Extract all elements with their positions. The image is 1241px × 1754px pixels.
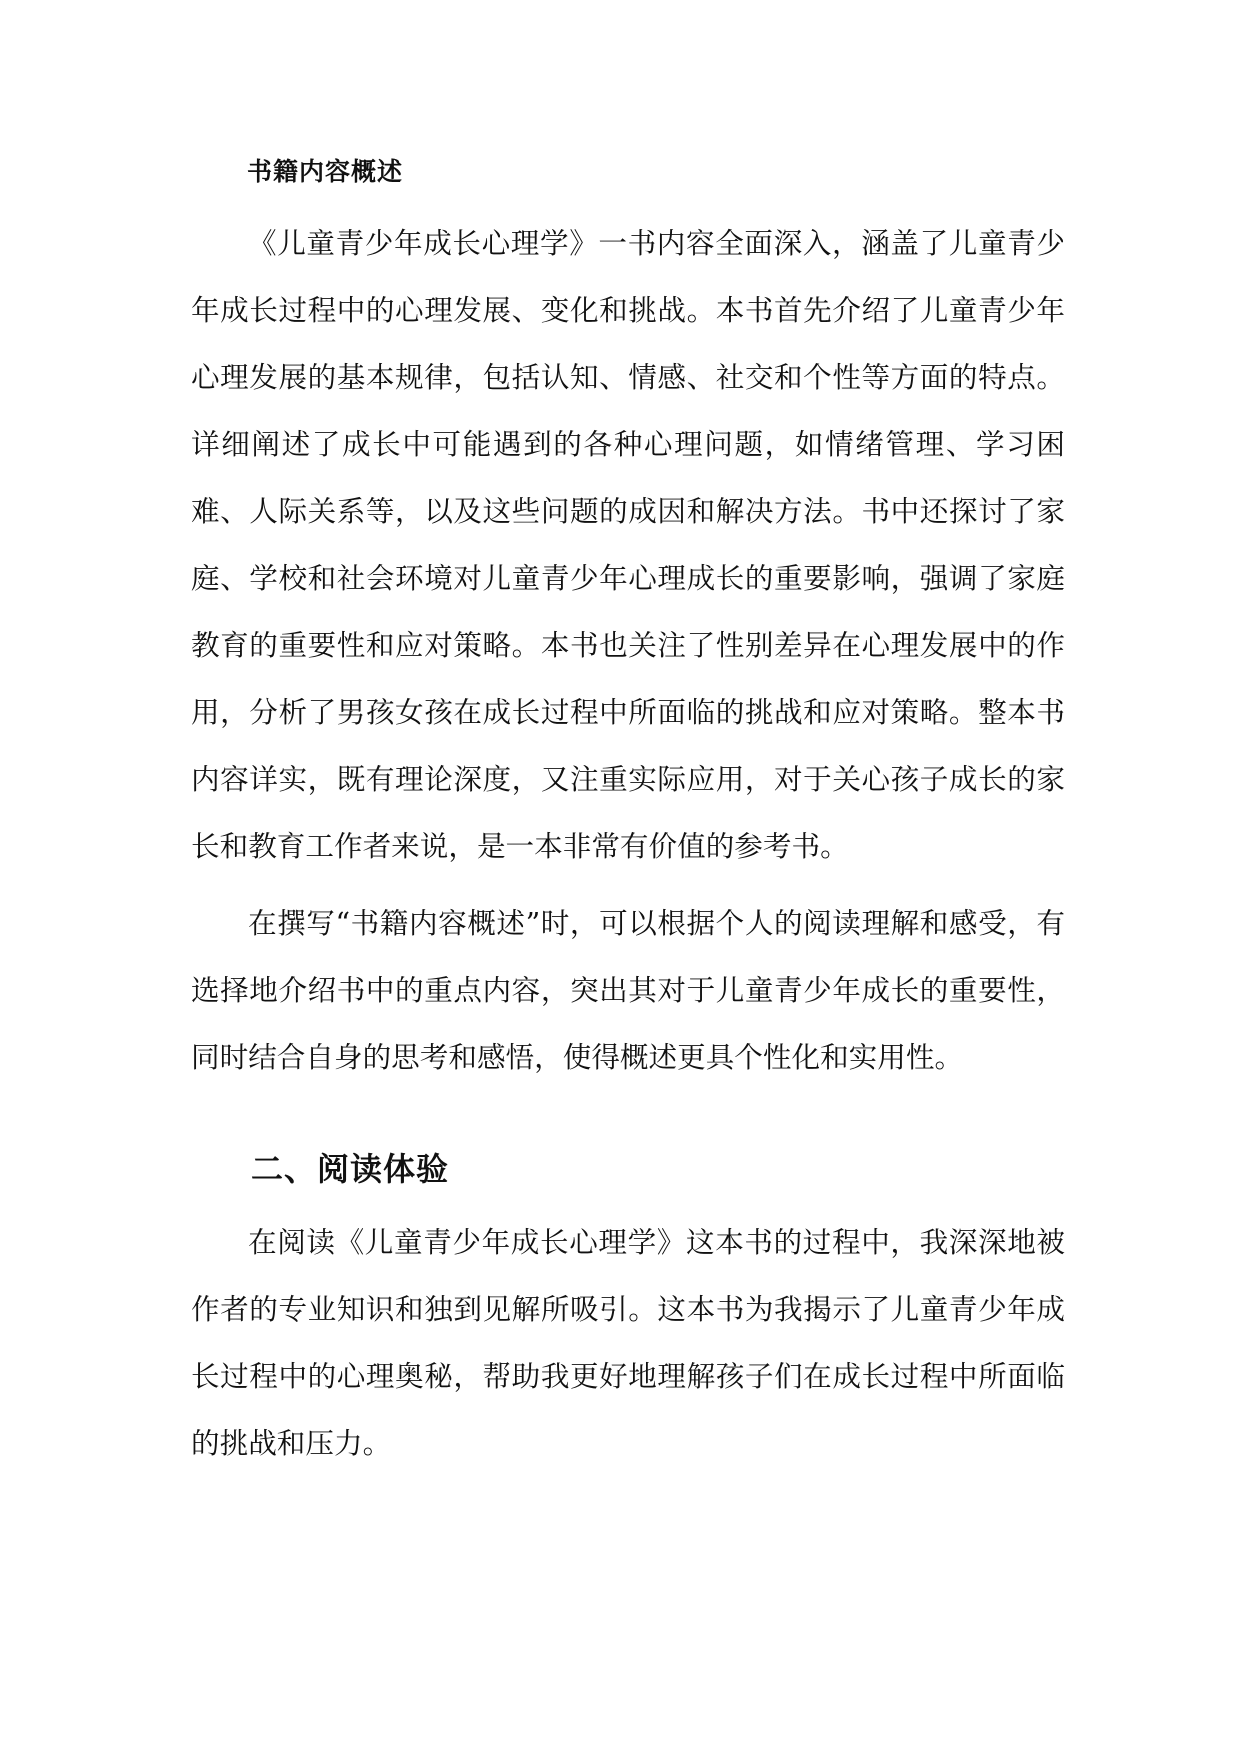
- body-paragraph: 在阅读《儿童青少年成长心理学》这本书的过程中，我深深地被作者的专业知识和独到见解所吸引。这本书为我揭示了儿童青少年成长过程中的心理奥秘，帮助我更好地理解孩子们在成长过程中所面临的挑战和压力。: [191, 1225, 1065, 1460]
- section-heading: 书籍内容概述: [247, 157, 404, 186]
- chapter-heading: 二、阅读体验: [251, 1150, 450, 1188]
- page-content: [191, 140, 1065, 1477]
- body-paragraph: 《儿童青少年成长心理学》一书内容全面深入，涵盖了儿童青少年成长过程中的心理发展、变化和挑战。本书首先介绍了儿童青少年心理发展的基本规律，包括认知、情感、社交和个性等方面的特点。详细阐述了成长中可能遇到的各种心理问题，如情绪管理、学习困难、人际关系等，以及这些问题的成因和解决方法。书中还探讨了家庭、学校和社会环境对儿童青少年心理成长的重要影响，强调了家庭教育的重要性和应对策略。本书也关注了性别差异在心理发展中的作用，分析了男孩女孩在成长过程中所面临的挑战和应对策略。整本书内容详实，既有理论深度，又注重实际应用，对于关心孩子成长的家长和教育工作者来说，是一本非常有价值的参考书。: [191, 226, 1065, 863]
- body-paragraph: 在撰写“书籍内容概述”时，可以根据个人的阅读理解和感受，有选择地介绍书中的重点内容，突出其对于儿童青少年成长的重要性，同时结合自身的思考和感悟，使得概述更具个性化和实用性。: [191, 906, 1065, 1074]
